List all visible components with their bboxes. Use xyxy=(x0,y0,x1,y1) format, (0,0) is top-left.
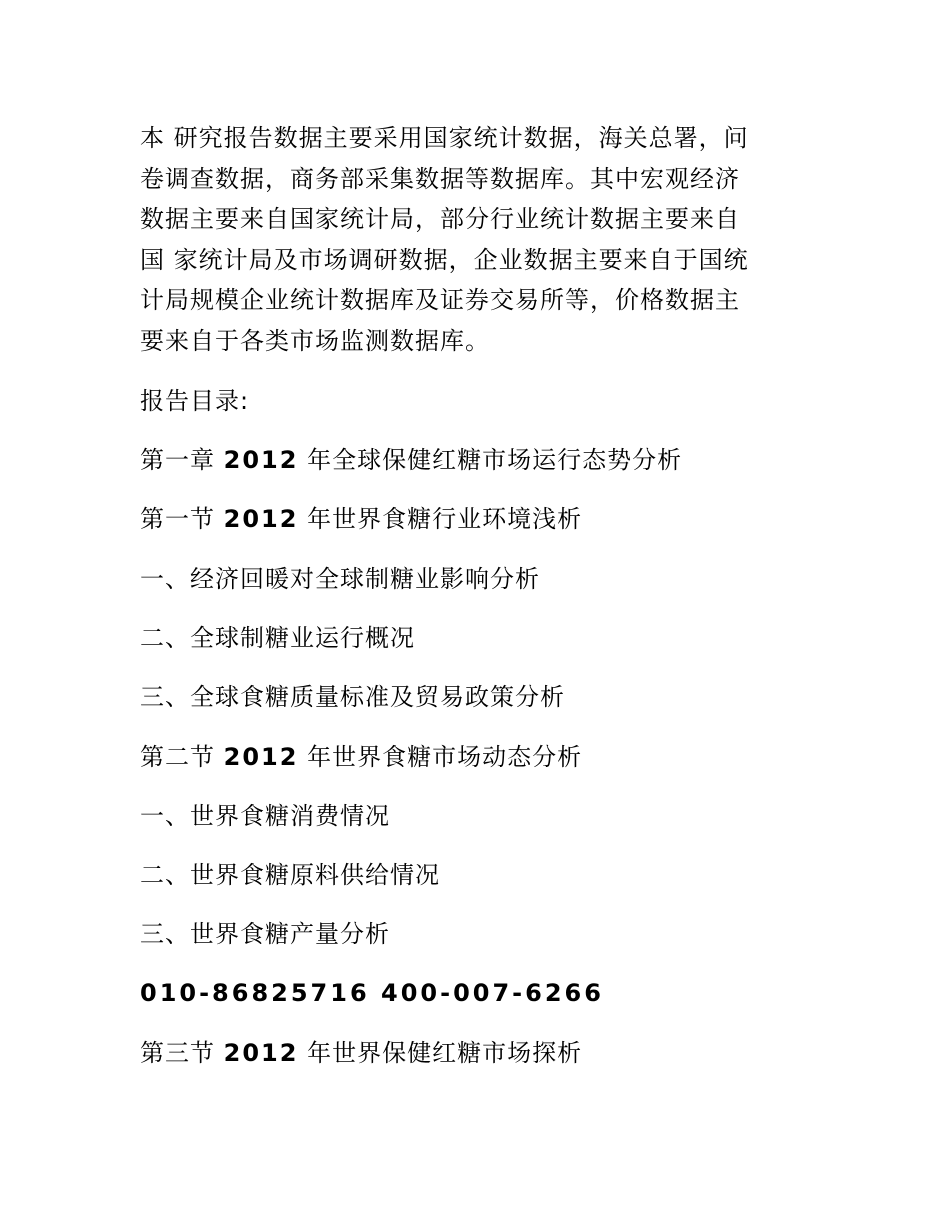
toc-item: 二、全球制糖业运行概况 xyxy=(140,624,415,652)
toc-title: 年世界食糖行业环境浅析 xyxy=(298,505,583,533)
intro-paragraph xyxy=(140,118,810,361)
intro-line: 卷调查数据，商务部采集数据等数据库。其中宏观经济 xyxy=(140,164,740,193)
toc-prefix: 第一章 xyxy=(140,446,224,474)
toc-item: 一、世界食糖消费情况 xyxy=(140,802,390,830)
toc-year: 2012 xyxy=(223,743,299,771)
toc-prefix: 第三节 xyxy=(140,1039,224,1067)
toc-prefix: 第二节 xyxy=(140,743,224,771)
toc-title: 年世界保健红糖市场探析 xyxy=(298,1039,583,1067)
intro-line: 计局规模企业统计数据库及证券交易所等，价格数据主 xyxy=(140,286,740,314)
toc-section-1 xyxy=(140,502,582,536)
toc-year: 2012 xyxy=(223,505,299,533)
intro-line: 数据主要来自国家统计局，部分行业统计数据主要来自 xyxy=(140,205,740,233)
contact-phone: 010-86825716 400-007-6266 xyxy=(140,979,604,1007)
toc-item: 二、世界食糖原料供给情况 xyxy=(140,861,440,889)
toc-prefix: 第一节 xyxy=(140,505,224,533)
toc-section-2 xyxy=(140,740,582,774)
toc-item: 一、经济回暖对全球制糖业影响分析 xyxy=(140,565,540,593)
toc-chapter-1 xyxy=(140,443,682,477)
toc-heading: 报告目录: xyxy=(140,387,250,415)
toc-year: 2012 xyxy=(223,446,299,474)
toc-section-3 xyxy=(140,1036,582,1070)
toc-title: 年世界食糖市场动态分析 xyxy=(298,743,583,771)
intro-line: 要来自于各类市场监测数据库。 xyxy=(140,326,490,355)
toc-item: 三、全球食糖质量标准及贸易政策分析 xyxy=(140,683,565,711)
intro-line: 本 研究报告数据主要采用国家统计数据，海关总署，问 xyxy=(140,124,749,152)
toc-year: 2012 xyxy=(223,1039,299,1067)
toc-item: 三、世界食糖产量分析 xyxy=(140,920,390,948)
toc-title: 年全球保健红糖市场运行态势分析 xyxy=(298,446,683,474)
intro-line: 国 家统计局及市场调研数据，企业数据主要来自于国统 xyxy=(140,245,749,274)
